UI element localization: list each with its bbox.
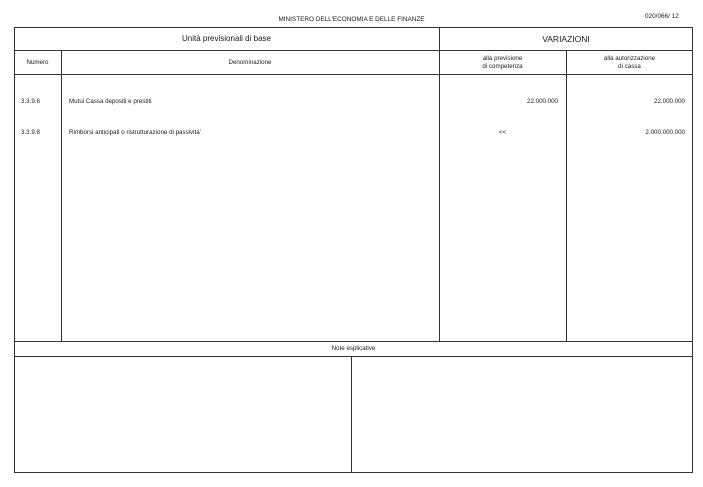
row-1-cassa: 22.000.000 — [654, 98, 685, 105]
row-1-numero: 3.3.9.6 — [21, 98, 40, 105]
column-header-numero: Numero — [26, 59, 49, 66]
column-header-competenza-line2: di competenza — [482, 63, 523, 70]
group-header-upb: Unità previsionali di base — [182, 34, 271, 43]
row-2-numero: 3.3.9.8 — [21, 129, 40, 136]
page-code: 020/066/ 12 — [645, 13, 679, 20]
row-2-denominazione: Rimborsi anticipati o ristrutturazione di passivita' — [69, 129, 201, 136]
column-header-cassa-line1: alla autorizzazione — [603, 55, 656, 62]
ministry-title: MINISTERO DELL'ECONOMIA E DELLE FINANZE — [278, 16, 425, 23]
row-1-competenza: 22.000.000 — [527, 98, 558, 105]
row-2-competenza: << — [498, 129, 507, 136]
column-header-competenza-line1: alla previsione — [482, 55, 523, 62]
column-header-cassa-line2: di cassa — [618, 63, 641, 70]
row-2-cassa: 2.000.000.000 — [645, 129, 685, 136]
notes-left-box — [15, 357, 350, 472]
column-header-denominazione: Denominazione — [228, 59, 272, 66]
row-1-denominazione: Mutui Cassa depositi e prestiti — [69, 98, 152, 105]
notes-right-box — [352, 357, 692, 472]
group-header-variazioni: VARIAZIONI — [542, 34, 590, 44]
notes-title: Note esplicative — [331, 345, 376, 352]
